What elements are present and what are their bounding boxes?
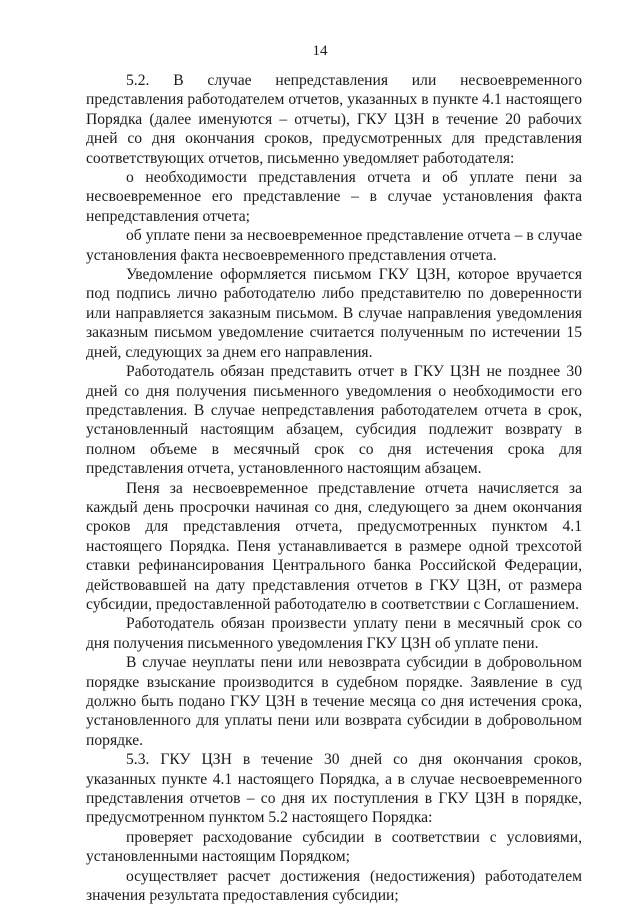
paragraph-result-calculation: осуществляет расчет достижения (недостижения) работодателем значения результата предоставления субсидии; [86, 867, 582, 905]
paragraph-5-3: 5.3. ГКУ ЦЗН в течение 30 дней со дня окончания сроков, указанных пункте 4.1 настоящего Порядка, а в случае несвоевременного представления отчетов – со дня их поступления в ГКУ ЦЗН в порядке, предусмотренном пунктом 5.2 настоящего Порядка: [86, 751, 582, 827]
page-number: 14 [312, 43, 328, 59]
paragraph-penalty-calculation: Пеня за несвоевременное представление отчета начисляется за каждый день просрочки начиная со дня, следующего за днем окончания сроков для представления отчета, предусмотренных пунктом 4.1 настоящего Порядка. Пеня устанавливается в размере одной трехсотой ставки рефинансирования Центрального банка Российской Федерации, действовавшей на дату представления отчетов в ГКУ ЦЗН, от размера субсидии, предоставленной работодателю в соответствии с Соглашением. [86, 479, 582, 613]
paragraph-check-spending: проверяет расходование субсидии в соответствии с условиями, установленными настоящим Порядком; [86, 828, 582, 866]
paragraph-court-recovery: В случае неуплаты пени или невозврата субсидии в добровольном порядке взыскание производится в судебном порядке. Заявление в суд должно быть подано ГКУ ЦЗН в течение месяца со дня истечения срока, установленного для уплаты пени или возврата субсидии в добровольном порядке. [86, 654, 582, 749]
paragraph-notification-delivery: Уведомление оформляется письмом ГКУ ЦЗН, которое вручается под подпись лично работодателю либо представителю по доверенности или направляется заказным письмом. В случае направления уведомления заказным письмом уведомление считается полученным по истечении 15 дней, следующих за днем его направления. [86, 266, 582, 361]
paragraph-report-deadline: Работодатель обязан представить отчет в ГКУ ЦЗН не позднее 30 дней со дня получения письменного уведомления о необходимости его представления. В случае непредставления работодателем отчета в срок, установленный настоящим абзацем, субсидия подлежит возврату в полном объеме в месячный срок со дня истечения срока для представления отчета, установленного настоящим абзацем. [86, 363, 582, 478]
paragraph-notice-necessity: о необходимости представления отчета и об уплате пени за несвоевременное его представление – в случае установления факта непредставления отчета; [86, 169, 582, 225]
paragraph-notice-penalty: об уплате пени за несвоевременное представление отчета – в случае установления факта несвоевременного представления отчета. [86, 227, 582, 264]
document-body [86, 71, 582, 905]
paragraph-penalty-payment: Работодатель обязан произвести уплату пени в месячный срок со дня получения письменного уведомления ГКУ ЦЗН об уплате пени. [86, 615, 582, 652]
paragraph-5-2: 5.2. В случае непредставления или несвоевременного представления работодателем отчетов, указанных в пункте 4.1 настоящего Порядка (далее именуются – отчеты), ГКУ ЦЗН в течение 20 рабочих дней со дня окончания сроков, предусмотренных для представления соответствующих отчетов, письменно уведомляет работодателя: [86, 72, 582, 167]
